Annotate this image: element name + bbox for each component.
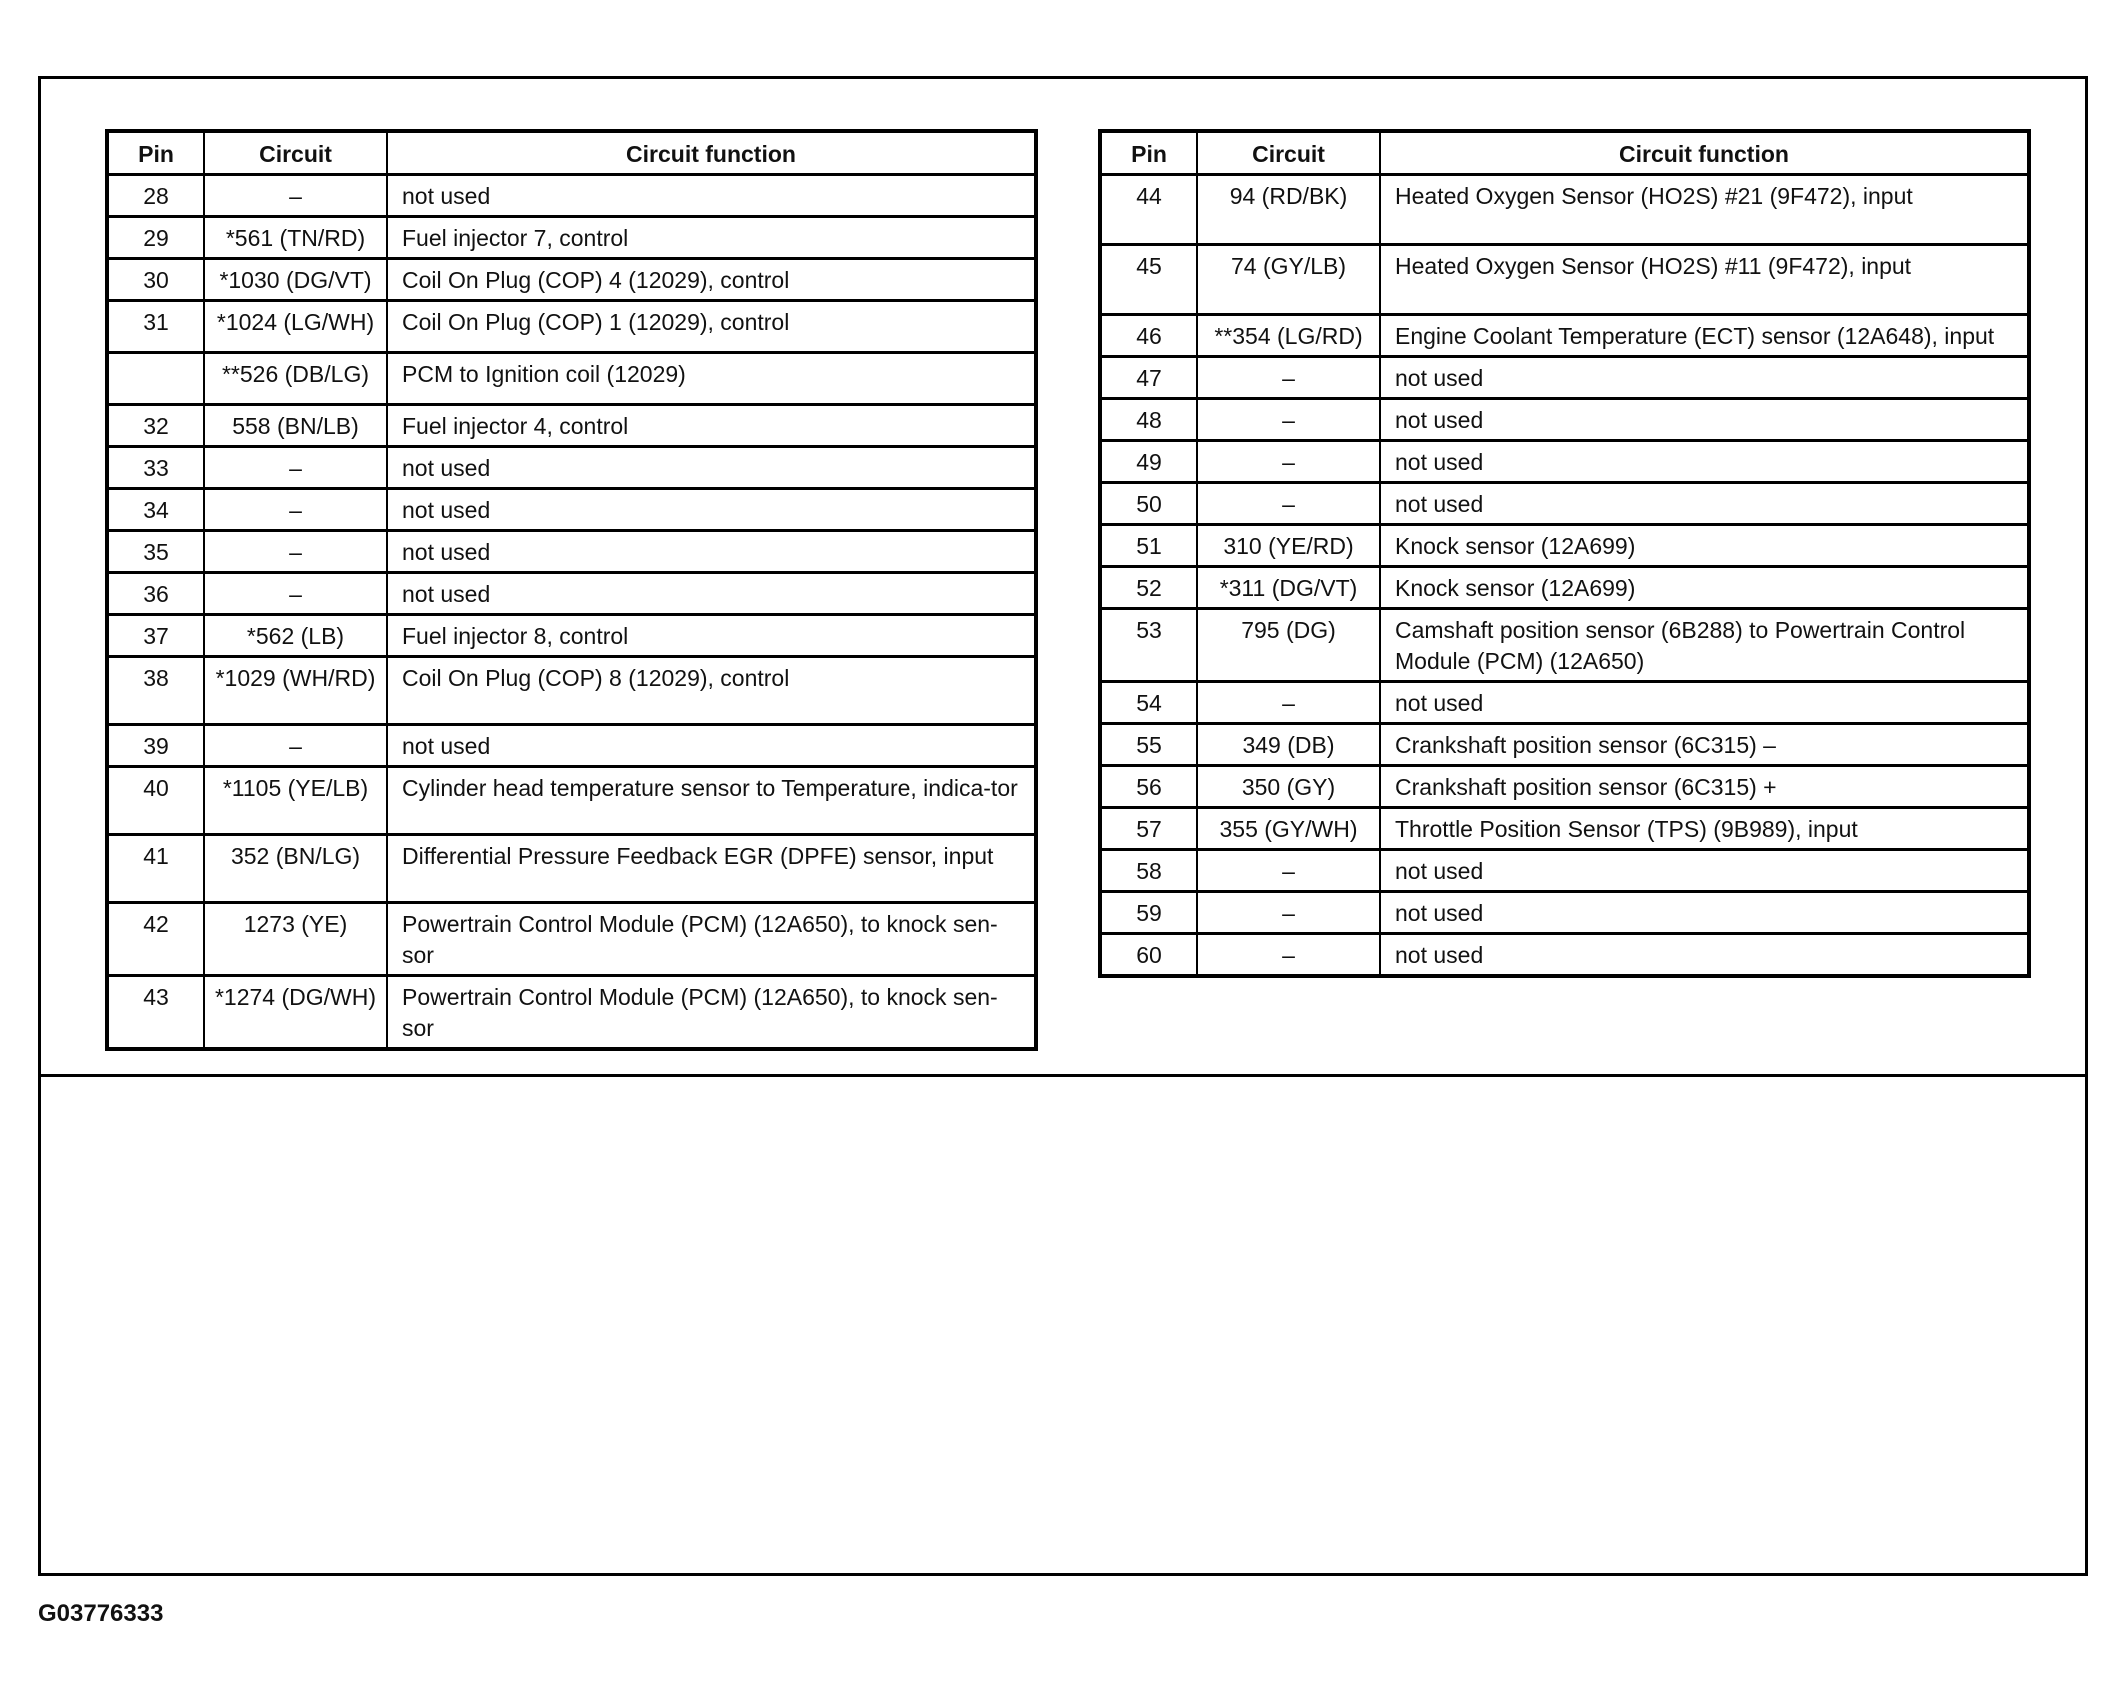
circuit-function-cell: Heated Oxygen Sensor (HO2S) #21 (9F472), input <box>1380 175 2029 245</box>
table-row <box>1100 850 2029 892</box>
table-row <box>1100 525 2029 567</box>
table-row <box>1100 399 2029 441</box>
table-row <box>107 903 1036 976</box>
circuit-cell: 74 (GY/LB) <box>1197 245 1380 315</box>
pin-cell: 39 <box>107 725 204 767</box>
circuit-cell: *561 (TN/RD) <box>204 217 387 259</box>
table-row <box>107 531 1036 573</box>
circuit-cell: – <box>204 531 387 573</box>
circuit-function-cell: not used <box>387 489 1036 531</box>
circuit-cell: 350 (GY) <box>1197 766 1380 808</box>
pin-cell: 55 <box>1100 724 1197 766</box>
table-row <box>107 447 1036 489</box>
circuit-header: Circuit <box>1197 131 1380 175</box>
circuit-cell: *1105 (YE/LB) <box>204 767 387 835</box>
table-row <box>1100 245 2029 315</box>
table-row <box>107 767 1036 835</box>
table-row <box>1100 567 2029 609</box>
table-row <box>107 259 1036 301</box>
pin-cell: 58 <box>1100 850 1197 892</box>
circuit-cell: – <box>1197 399 1380 441</box>
pin-cell: 45 <box>1100 245 1197 315</box>
circuit-function-cell: Knock sensor (12A699) <box>1380 525 2029 567</box>
pin-cell: 40 <box>107 767 204 835</box>
circuit-function-cell: Fuel injector 8, control <box>387 615 1036 657</box>
figure-id: G03776333 <box>38 1600 164 1627</box>
table-row <box>107 657 1036 725</box>
circuit-cell: 795 (DG) <box>1197 609 1380 682</box>
pin-table-left <box>105 129 1038 1051</box>
circuit-cell: 310 (YE/RD) <box>1197 525 1380 567</box>
circuit-cell: – <box>1197 357 1380 399</box>
circuit-cell: 355 (GY/WH) <box>1197 808 1380 850</box>
circuit-function-header: Circuit function <box>1380 131 2029 175</box>
circuit-cell: – <box>204 489 387 531</box>
circuit-cell: *1024 (LG/WH) <box>204 301 387 353</box>
circuit-function-cell: not used <box>1380 934 2029 977</box>
circuit-cell: 349 (DB) <box>1197 724 1380 766</box>
circuit-cell: 1273 (YE) <box>204 903 387 976</box>
circuit-cell: – <box>1197 682 1380 724</box>
pin-cell: 38 <box>107 657 204 725</box>
circuit-function-cell: not used <box>387 725 1036 767</box>
circuit-function-cell: not used <box>387 175 1036 217</box>
pin-cell: 53 <box>1100 609 1197 682</box>
circuit-function-cell: not used <box>1380 682 2029 724</box>
circuit-function-cell: Coil On Plug (COP) 1 (12029), control <box>387 301 1036 353</box>
table-row <box>1100 724 2029 766</box>
table-row <box>1100 441 2029 483</box>
circuit-cell: – <box>1197 441 1380 483</box>
circuit-function-header: Circuit function <box>387 131 1036 175</box>
pin-cell: 30 <box>107 259 204 301</box>
pin-cell: 50 <box>1100 483 1197 525</box>
circuit-function-cell: not used <box>1380 399 2029 441</box>
table-row <box>107 725 1036 767</box>
pin-cell: 34 <box>107 489 204 531</box>
table-row <box>107 175 1036 217</box>
pin-cell: 44 <box>1100 175 1197 245</box>
pin-cell: 32 <box>107 405 204 447</box>
circuit-cell: *311 (DG/VT) <box>1197 567 1380 609</box>
circuit-cell: *1030 (DG/VT) <box>204 259 387 301</box>
circuit-function-cell: not used <box>1380 892 2029 934</box>
table-row <box>107 573 1036 615</box>
circuit-cell: **526 (DB/LG) <box>204 353 387 405</box>
pin-cell: 56 <box>1100 766 1197 808</box>
table-row <box>107 353 1036 405</box>
circuit-function-cell: Crankshaft position sensor (6C315) + <box>1380 766 2029 808</box>
circuit-cell: – <box>1197 483 1380 525</box>
circuit-function-cell: Crankshaft position sensor (6C315) – <box>1380 724 2029 766</box>
pin-cell: 60 <box>1100 934 1197 977</box>
pin-cell: 42 <box>107 903 204 976</box>
table-row <box>107 835 1036 903</box>
table-row <box>1100 483 2029 525</box>
circuit-cell: – <box>204 725 387 767</box>
table-row <box>1100 892 2029 934</box>
pin-table-right <box>1098 129 2031 978</box>
circuit-cell: – <box>1197 934 1380 977</box>
table-row <box>107 405 1036 447</box>
circuit-function-cell: Heated Oxygen Sensor (HO2S) #11 (9F472), input <box>1380 245 2029 315</box>
pin-cell: 35 <box>107 531 204 573</box>
table-header-row <box>1100 131 2029 175</box>
pin-cell: 51 <box>1100 525 1197 567</box>
pin-cell: 59 <box>1100 892 1197 934</box>
circuit-function-cell: not used <box>387 531 1036 573</box>
pin-cell: 37 <box>107 615 204 657</box>
circuit-function-cell: Powertrain Control Module (PCM) (12A650), to knock sen-sor <box>387 976 1036 1050</box>
circuit-function-cell: Fuel injector 4, control <box>387 405 1036 447</box>
circuit-function-cell: not used <box>1380 357 2029 399</box>
circuit-cell: *1029 (WH/RD) <box>204 657 387 725</box>
circuit-function-cell: Cylinder head temperature sensor to Temperature, indica-tor <box>387 767 1036 835</box>
pin-cell: 49 <box>1100 441 1197 483</box>
pin-cell: 28 <box>107 175 204 217</box>
circuit-header: Circuit <box>204 131 387 175</box>
circuit-function-cell: Coil On Plug (COP) 4 (12029), control <box>387 259 1036 301</box>
pin-cell: 54 <box>1100 682 1197 724</box>
circuit-function-cell: Camshaft position sensor (6B288) to Powertrain Control Module (PCM) (12A650) <box>1380 609 2029 682</box>
circuit-function-cell: not used <box>387 573 1036 615</box>
pin-cell: 31 <box>107 301 204 353</box>
pin-cell: 52 <box>1100 567 1197 609</box>
circuit-function-cell: Fuel injector 7, control <box>387 217 1036 259</box>
pin-cell <box>107 353 204 405</box>
circuit-cell: – <box>1197 892 1380 934</box>
circuit-cell: – <box>204 447 387 489</box>
pin-header: Pin <box>107 131 204 175</box>
circuit-function-cell: Engine Coolant Temperature (ECT) sensor (12A648), input <box>1380 315 2029 357</box>
circuit-function-cell: not used <box>1380 441 2029 483</box>
circuit-function-cell: Coil On Plug (COP) 8 (12029), control <box>387 657 1036 725</box>
circuit-cell: – <box>204 175 387 217</box>
table-row <box>1100 766 2029 808</box>
table-row <box>107 301 1036 353</box>
circuit-function-cell: Throttle Position Sensor (TPS) (9B989), input <box>1380 808 2029 850</box>
circuit-cell: 352 (BN/LG) <box>204 835 387 903</box>
circuit-cell: 94 (RD/BK) <box>1197 175 1380 245</box>
circuit-function-cell: not used <box>1380 483 2029 525</box>
pin-cell: 57 <box>1100 808 1197 850</box>
table-row <box>107 489 1036 531</box>
pin-cell: 29 <box>107 217 204 259</box>
pin-cell: 46 <box>1100 315 1197 357</box>
circuit-cell: – <box>1197 850 1380 892</box>
pin-cell: 48 <box>1100 399 1197 441</box>
table-row <box>1100 808 2029 850</box>
table-row <box>1100 315 2029 357</box>
circuit-function-cell: Powertrain Control Module (PCM) (12A650), to knock sen-sor <box>387 903 1036 976</box>
circuit-cell: *1274 (DG/WH) <box>204 976 387 1050</box>
circuit-function-cell: PCM to Ignition coil (12029) <box>387 353 1036 405</box>
pin-cell: 43 <box>107 976 204 1050</box>
circuit-cell: – <box>204 573 387 615</box>
pin-cell: 36 <box>107 573 204 615</box>
table-row <box>1100 175 2029 245</box>
table-row <box>1100 609 2029 682</box>
table-row <box>107 615 1036 657</box>
circuit-cell: **354 (LG/RD) <box>1197 315 1380 357</box>
pin-cell: 41 <box>107 835 204 903</box>
table-row <box>107 217 1036 259</box>
pin-header: Pin <box>1100 131 1197 175</box>
pin-cell: 47 <box>1100 357 1197 399</box>
table-row <box>1100 357 2029 399</box>
circuit-cell: 558 (BN/LB) <box>204 405 387 447</box>
frame-divider <box>38 1074 2088 1077</box>
circuit-function-cell: not used <box>387 447 1036 489</box>
circuit-function-cell: Knock sensor (12A699) <box>1380 567 2029 609</box>
table-header-row <box>107 131 1036 175</box>
table-row <box>1100 682 2029 724</box>
pin-cell: 33 <box>107 447 204 489</box>
circuit-cell: *562 (LB) <box>204 615 387 657</box>
table-row <box>1100 934 2029 977</box>
circuit-function-cell: Differential Pressure Feedback EGR (DPFE) sensor, input <box>387 835 1036 903</box>
circuit-function-cell: not used <box>1380 850 2029 892</box>
table-row <box>107 976 1036 1050</box>
